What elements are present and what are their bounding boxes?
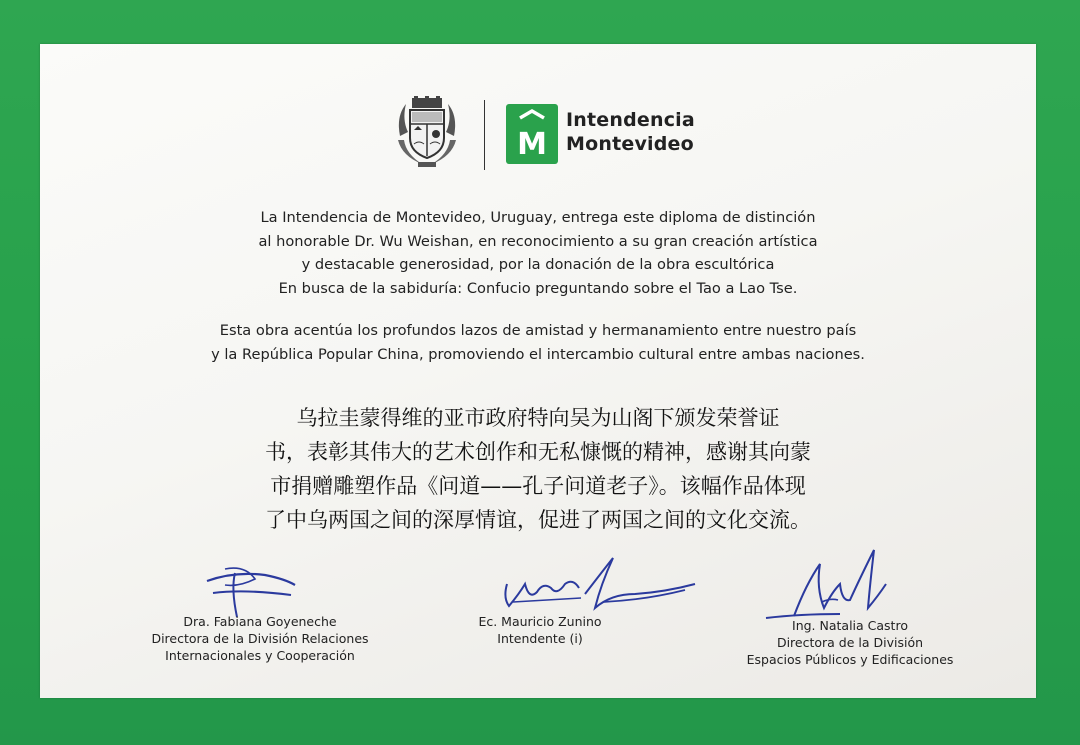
zh-line: 了中乌两国之间的深厚情谊，促进了两国之间的文化交流。 [265, 508, 811, 532]
signatory-name: Dra. Fabiana Goyeneche [183, 614, 337, 629]
signature-3-scrawl [760, 544, 900, 624]
signatory-title: Directora de la División [776, 635, 924, 650]
es-line: al honorable Dr. Wu Weishan, en reconocimiento a su gran creación artística [258, 232, 818, 250]
zh-line: 市捐赠雕塑作品《问道——孔子问道老子》。该幅作品体现 [270, 474, 806, 498]
brand-line-2: Montevideo [566, 133, 694, 155]
zh-line: 书，表彰其伟大的艺术创作和无私慷慨的精神，感谢其向蒙 [265, 440, 811, 464]
header-logos [392, 96, 695, 176]
certificate-paper [40, 44, 1036, 698]
zh-line: 乌拉圭蒙得维的亚市政府特向吴为山阁下颁发荣誉证 [296, 406, 780, 430]
signatory-title: Intendente (i) [497, 631, 583, 646]
spanish-paragraph-1 [40, 206, 1036, 300]
signatory-zunino [425, 613, 655, 647]
logo-divider [484, 100, 485, 170]
badge-letter: M [517, 127, 547, 162]
es-line: y destacable generosidad, por la donación de la obra escultórica [301, 256, 775, 273]
brand-wordmark [566, 108, 695, 156]
intendencia-badge-icon [506, 104, 558, 164]
signatory-title: Espacios Públicos y Edificaciones [746, 652, 954, 667]
es-line: En busca de la sabiduría: Confucio preguntando sobre el Tao a Lao Tse. [278, 279, 798, 297]
brand-line-1: Intendencia [566, 109, 695, 131]
signatory-name: Ec. Mauricio Zunino [478, 614, 602, 629]
signatory-title: Directora de la División Relaciones [151, 631, 369, 646]
signatory-name: Ing. Natalia Castro [792, 618, 908, 633]
chinese-paragraph [40, 401, 1036, 537]
signatory-castro [690, 617, 1010, 668]
signatory-goyeneche [110, 613, 410, 664]
signature-1-scrawl [195, 559, 305, 619]
spanish-paragraph-2 [40, 319, 1036, 366]
coat-of-arms-icon [392, 96, 462, 168]
es-line: Esta obra acentúa los profundos lazos de amistad y hermanamiento entre nuestro país [219, 322, 857, 339]
es-line: La Intendencia de Montevideo, Uruguay, entrega este diploma de distinción [260, 209, 816, 226]
es-line: y la República Popular China, promoviendo el intercambio cultural entre ambas naciones. [211, 345, 865, 363]
signatory-title: Internacionales y Cooperación [165, 648, 355, 663]
